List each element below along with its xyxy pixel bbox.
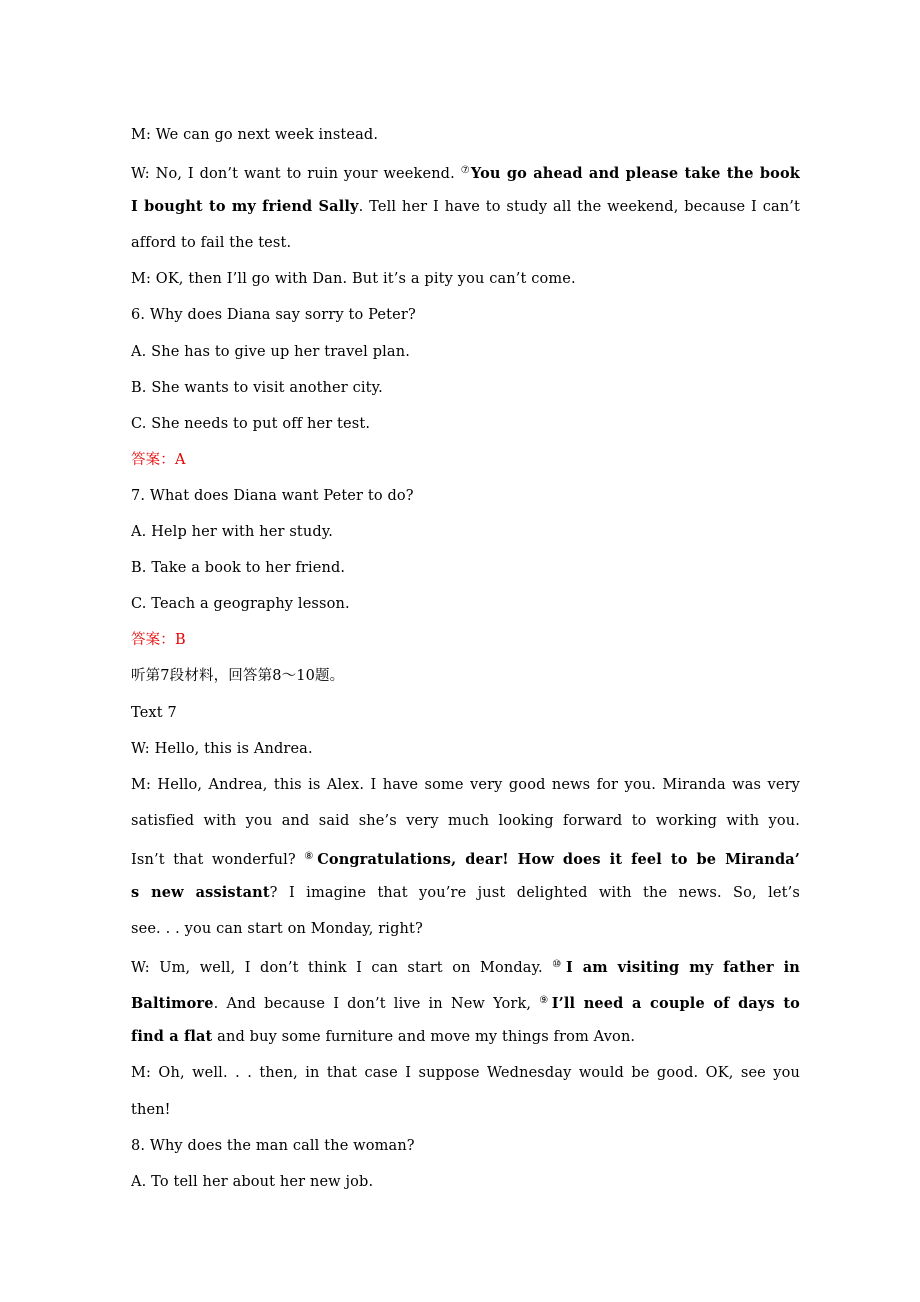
text-segment: A. She has to give up her travel plan. [131, 343, 410, 360]
text-segment: then! [131, 1101, 171, 1118]
text-line [131, 550, 800, 586]
text-segment: and buy some furniture and move my things from Avon. [212, 1029, 636, 1046]
text-line [131, 731, 800, 767]
bold-text-segment: I am visiting my father in [565, 959, 800, 977]
text-line [131, 875, 800, 911]
text-segment: . Tell her I have to study all the weekend, because I can’t [358, 199, 800, 216]
text-segment: ? I imagine that you’re just delighted with the news. So, let’s [269, 884, 800, 901]
text-line [131, 225, 800, 261]
text-segment: A. Help her with her study. [131, 524, 334, 541]
bold-text-segment: I’ll need a couple of days to [551, 995, 800, 1013]
text-segment: M: Hello, Andrea, this is Alex. I have some very good news for you. Miranda was very [131, 776, 800, 793]
text-line [131, 1164, 800, 1200]
text-segment: 7. What does Diana want Peter to do? [131, 487, 414, 504]
text-segment: W: Hello, this is Andrea. [131, 740, 313, 757]
text-segment: Text 7 [131, 704, 177, 721]
text-segment: afford to fail the test. [131, 235, 292, 252]
bold-text-segment: You go ahead and please take the book [470, 165, 800, 183]
text-segment: W: No, I don’t want to ruin your weekend. [131, 166, 461, 183]
text-segment: B. She wants to visit another city. [131, 379, 383, 396]
text-line [131, 1128, 800, 1164]
text-segment: W: Um, well, I don’t think I can start on Monday. [131, 960, 553, 977]
text-line [131, 983, 800, 1019]
text-line [131, 117, 800, 153]
text-line [131, 370, 800, 406]
text-segment: see. . . you can start on Monday, right? [131, 921, 423, 938]
circled-number-marker: ⑨ [539, 995, 552, 1007]
answer-line [131, 442, 800, 478]
text-line [131, 767, 800, 803]
text-segment: 听第7段材料，回答第8～10题。 [131, 668, 345, 685]
text-line [131, 839, 800, 875]
text-line [131, 189, 800, 225]
dialogue-text-body [131, 117, 800, 1200]
answer-line [131, 622, 800, 658]
text-segment: 8. Why does the man call the woman? [131, 1137, 415, 1154]
text-line [131, 478, 800, 514]
text-line [131, 658, 800, 694]
text-segment: C. She needs to put off her test. [131, 415, 371, 432]
text-segment: 6. Why does Diana say sorry to Peter? [131, 307, 416, 324]
text-line [131, 947, 800, 983]
text-segment: . And because I don’t live in New York, [213, 996, 540, 1013]
text-line [131, 261, 800, 297]
text-line [131, 1019, 800, 1055]
text-line [131, 297, 800, 333]
text-line [131, 334, 800, 370]
circled-number-marker: ⑧ [304, 850, 318, 862]
text-segment: M: We can go next week instead. [131, 127, 379, 143]
text-line [131, 1092, 800, 1128]
text-line [131, 406, 800, 442]
circled-number-marker: ⑩ [552, 959, 566, 971]
bold-text-segment: find a flat [131, 1028, 213, 1046]
text-segment: A. To tell her about her new job. [131, 1173, 374, 1190]
text-line [131, 586, 800, 622]
text-segment: 答案：B [131, 632, 186, 649]
bold-text-segment: I bought to my friend Sally [131, 198, 359, 216]
text-segment: Isn’t that wonderful? [131, 851, 305, 868]
text-line [131, 514, 800, 550]
text-segment: B. Take a book to her friend. [131, 560, 346, 577]
text-line [131, 695, 800, 731]
bold-text-segment: s new assistant [131, 883, 270, 901]
text-segment: C. Teach a geography lesson. [131, 596, 350, 613]
bold-text-segment: Baltimore [131, 995, 214, 1013]
text-segment: M: Oh, well. . . then, in that case I suppose Wednesday would be good. OK, see you [131, 1065, 800, 1082]
bold-text-segment: Congratulations, dear! How does it feel to be Miranda’ [317, 850, 800, 868]
text-line [131, 153, 800, 189]
text-line [131, 803, 800, 839]
text-segment: satisfied with you and said she’s very much looking forward to working with you. [131, 812, 800, 829]
circled-number-marker: ⑦ [460, 165, 471, 177]
text-line [131, 1055, 800, 1091]
text-line [131, 911, 800, 947]
text-segment: 答案：A [131, 451, 186, 468]
text-segment: M: OK, then I’ll go with Dan. But it’s a pity you can’t come. [131, 271, 576, 288]
